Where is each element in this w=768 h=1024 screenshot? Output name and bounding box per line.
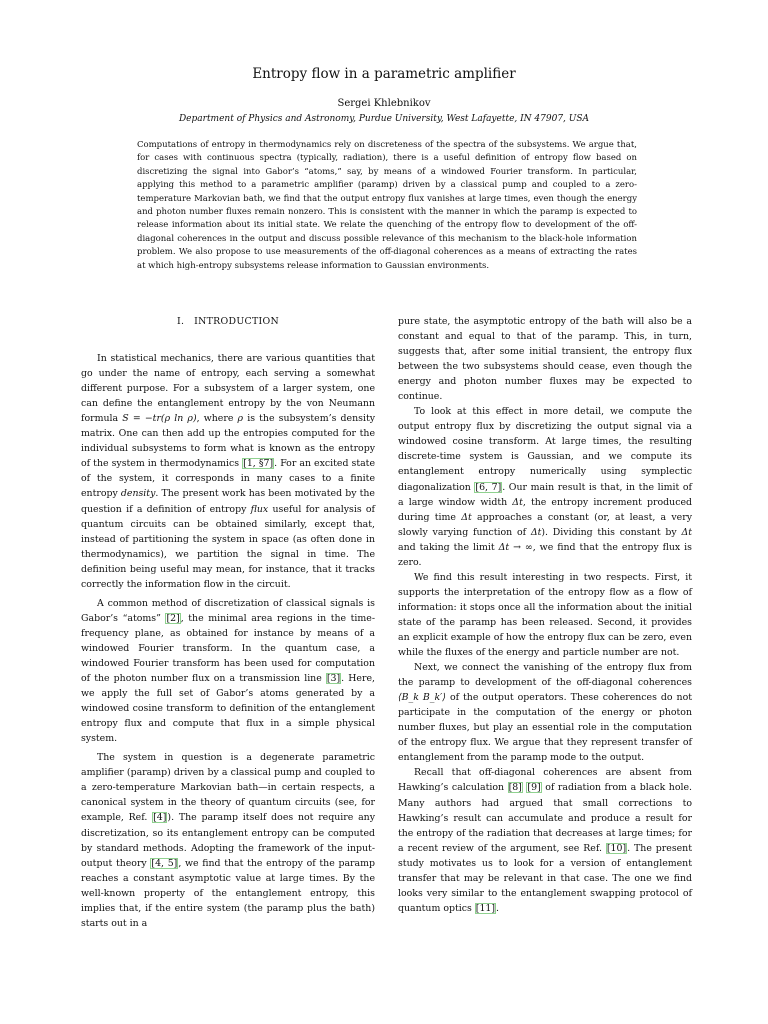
entropy-formula: S = −tr(ρ ln ρ) xyxy=(122,413,197,425)
left-column xyxy=(81,314,375,931)
paragraph xyxy=(398,404,692,570)
text: approaches a constant (or, at least, a very slowly varying function of xyxy=(398,511,692,538)
citation-link[interactable]: [11] xyxy=(475,902,496,914)
text: is the subsystem’s density matrix. One can then add up the entropies computed for the individual subsystems to form what is known as the entropy of the system in thermodynamics xyxy=(81,413,376,470)
text: , the entropy increment produced during time xyxy=(398,496,692,523)
text: useful for analysis of quantum circuits can be obtained similarly, except that, instead of partitioning the system in space (as often done in thermodynamics), we partition the signal in time. The definition being useful may mean, for instance, that it tracks correctly the information flow in the circuit. xyxy=(81,503,375,590)
text: The system in question is a degenerate parametric amplifier (paramp) driven by a classical pump and coupled to a zero-temperature Markovian bath—in certain respects, a canonical system in the theory of quantum circuits (see, for example, Ref. xyxy=(81,752,375,824)
paragraph xyxy=(81,351,375,592)
math-limit: Δt → ∞ xyxy=(498,541,533,553)
citation-link[interactable]: [4] xyxy=(153,812,167,824)
abstract: Computations of entropy in thermodynamics rely on discreteness of the spectra of the subsystems. We argue that, for cases with continuous spectra (typically, radiation), there is a useful definition of entropy flow based on discretizing the signal into Gabor’s “atoms,” say, by means of a windowed Fourier transform. In particular, applying this method to a parametric amplifier (paramp) driven by a classical pump and coupled to a zero-temperature Markovian bath, we find that the output entropy flux vanishes at large times, even though the energy and photon number fluxes remain nonzero. This is consistent with the manner in which the paramp is expected to release information about its initial state. We relate the quenching of the entropy flow to development of the off-diagonal coherences in the output and discuss possible relevance of this mechanism to the black-hole information problem. We also propose to use measurements of the off-diagonal coherences as a means of extracting the rates at which high-entropy subsystems release information to Gaussian environments. xyxy=(137,140,637,271)
text: ). Dividing this constant by xyxy=(541,526,682,538)
author-affiliation: Department of Physics and Astronomy, Purdue University, West Lafayette, IN 47907, USA xyxy=(178,114,590,124)
text: . The present study motivates us to look for a version of entanglement transfer that may be relevant in that case. The one we find looks very similar to the entanglement swapping protocol of quantum optics xyxy=(398,842,692,914)
text: . xyxy=(496,902,500,914)
text: Recall that off-diagonal coherences are absent from Hawking’s calculation xyxy=(398,767,692,794)
text: of the output operators. These coherences do not participate in the computation of the energy or photon number fluxes, but play an essential role in the computation of the entropy flux. We argue that they represent transfer of entanglement from the paramp mode to the output. xyxy=(398,692,692,764)
citation-link[interactable]: [9] xyxy=(527,782,541,794)
paragraph: pure state, the asymptotic entropy of the bath will also be a constant and equal to that of the paramp. This, in turn, suggests that, after some initial transient, the entropy flux between the two subsystems should cease, even though the energy and photon number fluxes may be expected to continue. xyxy=(398,316,692,403)
paragraph xyxy=(398,660,692,765)
citation-link[interactable]: [8] xyxy=(508,782,522,794)
math-delta-t: Δt xyxy=(461,511,472,523)
text: . For an excited state of the system, it corresponds in many cases to a finite entropy xyxy=(81,458,375,500)
emphasis: flux xyxy=(250,503,269,515)
paragraph xyxy=(81,596,375,746)
paragraph xyxy=(398,765,692,915)
citation-link[interactable]: [6, 7] xyxy=(475,481,502,493)
text: . The present work has been motivated by the question if a definition of entropy xyxy=(81,488,375,515)
section-number: I. xyxy=(176,316,185,327)
citation-link[interactable]: [4, 5] xyxy=(151,857,178,869)
text: In statistical mechanics, there are various quantities that go under the name of entropy, each serving a somewhat different purpose. For a subsystem of a larger system, one can define the entanglement entropy by the von Neumann formula xyxy=(81,353,375,425)
author-name: Sergei Khlebnikov xyxy=(337,98,431,109)
text: . Here, we apply the full set of Gabor’s atoms generated by a windowed cosine transform to definition of the entanglement entropy flux and compute that flux in a simple physical system. xyxy=(81,673,375,745)
text: of radiation from a black hole. Many authors had argued that small corrections to Hawking’s result can accumulate and produce a result for the entropy of the radiation that decreases at large times; for a recent review of the argument, see Ref. xyxy=(398,782,693,854)
section-title: INTRODUCTION xyxy=(194,316,280,327)
math-rho: ρ xyxy=(237,413,244,425)
text: and taking the limit xyxy=(398,541,499,553)
text: To look at this effect in more detail, we compute the output entropy flux by discretizing the output signal via a windowed cosine transform. At large times, the resulting discrete-time system is Gaussian, and we compute its entanglement entropy numerically using symplectic diagonalization xyxy=(398,406,692,493)
citation-link[interactable]: [1, §7] xyxy=(243,458,274,470)
citation-link[interactable]: [2] xyxy=(166,612,180,624)
text: . Our main result is that, in the limit of a large window width xyxy=(398,481,692,508)
text: Next, we connect the vanishing of the entropy flux from the paramp to development of the off-diagonal coherences xyxy=(398,662,692,689)
text: , where xyxy=(196,413,238,425)
right-column xyxy=(398,314,692,916)
text: , we find that the entropy of the paramp reaches a constant asymptotic value at large times. By the well-known property of the entanglement entropy, this implies that, if the entire system (the paramp plus the bath) starts out in a xyxy=(81,857,376,929)
paper-title: Entropy flow in a parametric amplifier xyxy=(252,66,516,82)
math-delta-t: Δt xyxy=(530,526,542,538)
section-heading xyxy=(81,314,375,329)
paragraph: We find this result interesting in two respects. First, it supports the interpretation of the entropy flow as a flow of information: it stops once all the information about the initial state of the paramp has been released. Second, it provides an explicit example of how the entropy flux can be zero, even while the fluxes of the energy and particle number are not. xyxy=(398,571,692,659)
text: , the minimal area regions in the time-frequency plane, as obtained for instance by means of a windowed Fourier transform. In the quantum case, a windowed Fourier transform has been used for computation of the photon number flux on a transmission line xyxy=(81,612,376,685)
emphasis: density xyxy=(120,488,156,500)
citation-link[interactable]: [10] xyxy=(606,842,627,854)
citation-link[interactable]: [3] xyxy=(326,673,341,685)
text: ). The paramp itself does not require any discretization, so its entanglement entropy can be computed by standard methods. Adopting the framework of the input-output theory xyxy=(81,812,375,869)
paragraph xyxy=(81,750,375,931)
text: , we find that the entropy flux is zero. xyxy=(398,541,692,568)
math-delta-t: Δt xyxy=(681,526,692,538)
text: A common method of discretization of classical signals is Gabor’s “atoms” xyxy=(81,597,375,624)
math-coherence: ⟨B_k B_k′⟩ xyxy=(398,692,446,704)
math-delta-t: Δt xyxy=(512,496,523,508)
